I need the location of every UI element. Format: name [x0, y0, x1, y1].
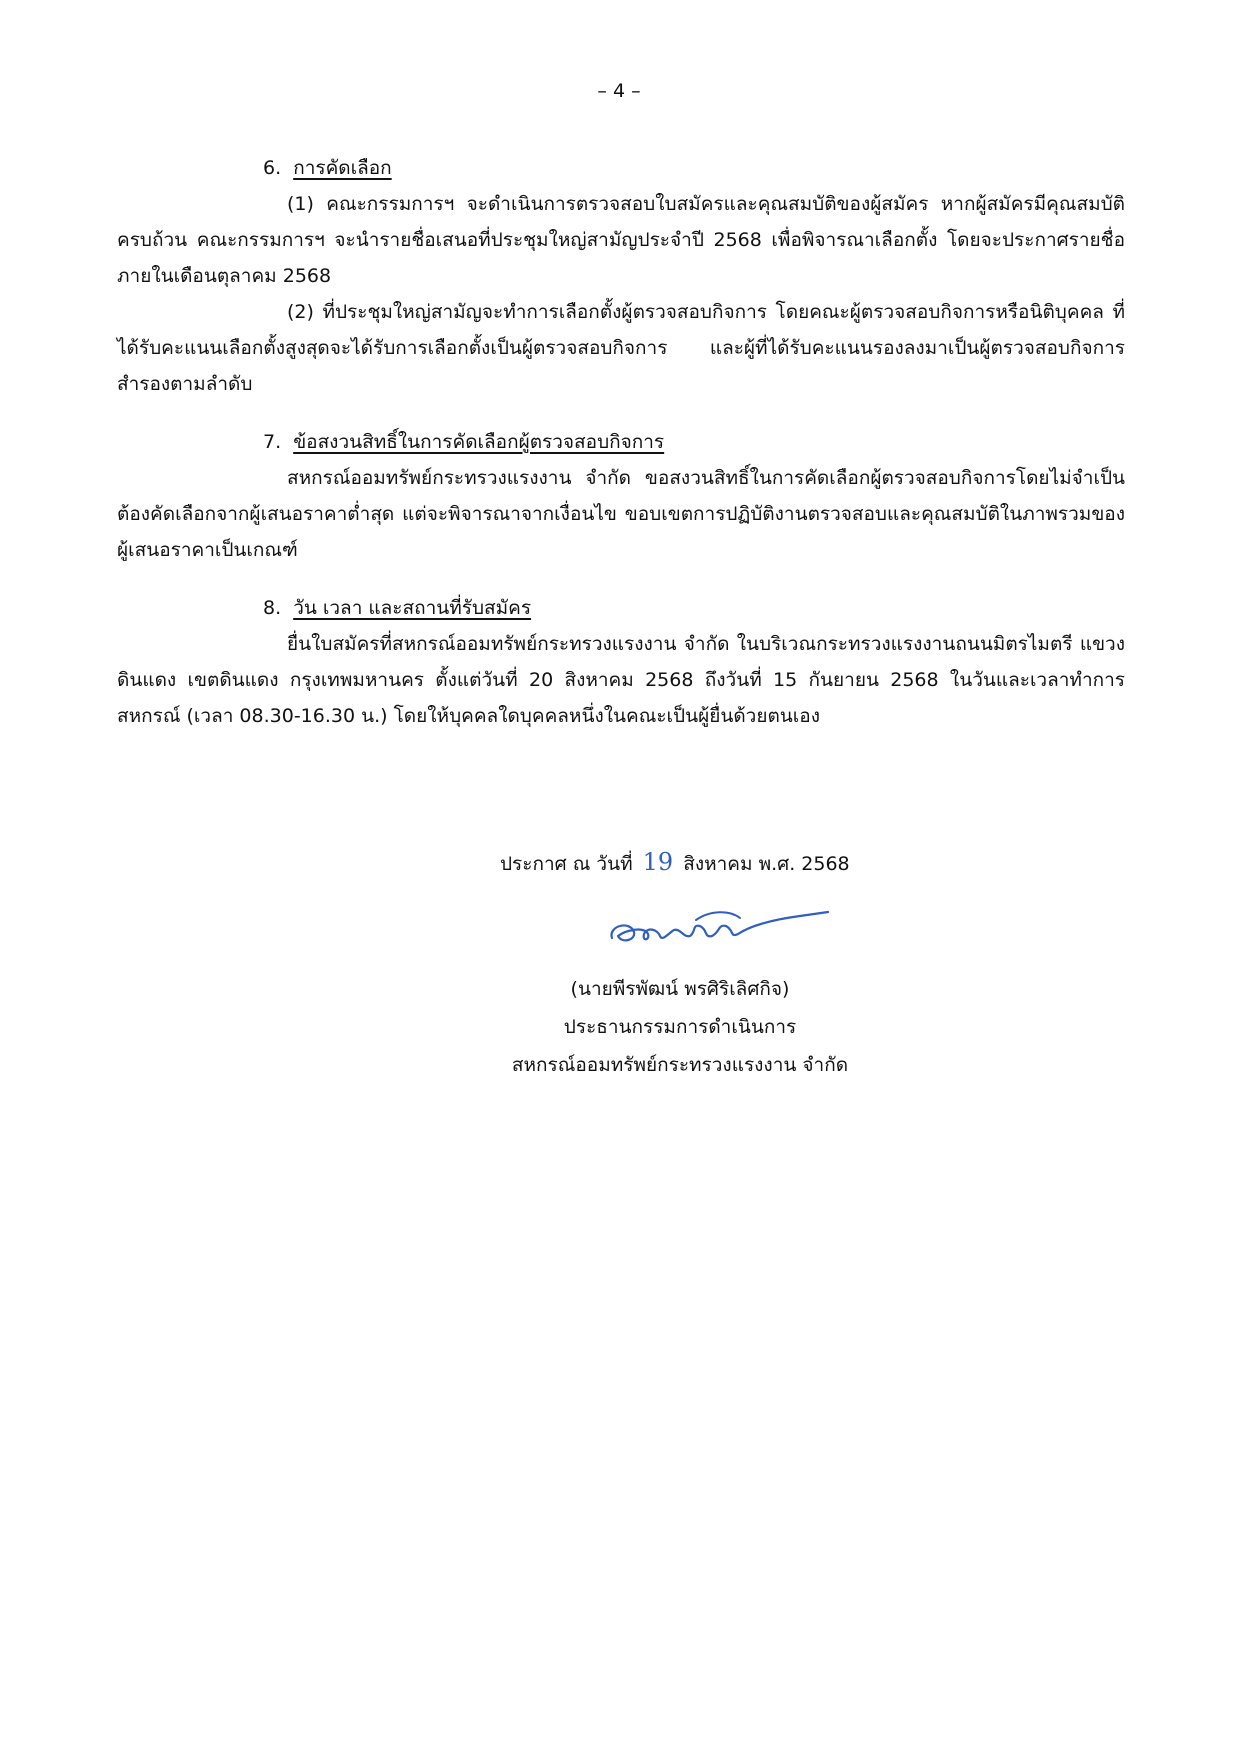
announcement-day-handwritten: 19	[642, 848, 674, 876]
section-7-heading	[263, 424, 1125, 460]
section-8-title: วัน เวลา และสถานที่รับสมัคร	[293, 597, 532, 619]
section-7-number: 7.	[263, 431, 282, 453]
announcement-prefix: ประกาศ ณ วันที่	[500, 853, 633, 875]
section-7-title: ข้อสงวนสิทธิ์ในการคัดเลือกผู้ตรวจสอบกิจการ	[293, 431, 665, 453]
section-6-heading	[263, 150, 1125, 186]
signatory-organization: สหกรณ์ออมทรัพย์กระทรวงแรงงาน จำกัด	[511, 1054, 849, 1076]
signature-block	[440, 970, 920, 1084]
section-6-paragraph-1: (1) คณะกรรมการฯ จะดำเนินการตรวจสอบใบสมัครและคุณสมบัติของผู้สมัคร หากผู้สมัครมีคุณสมบัติครบถ้วน คณะกรรมการฯ จะนำรายชื่อเสนอที่ประชุมใหญ่สามัญประจำปี 2568 เพื่อพิจารณาเลือกตั้ง โดยจะประกาศรายชื่อ ภายในเดือนตุลาคม 2568	[117, 193, 1125, 287]
section-6-title: การคัดเลือก	[293, 157, 392, 179]
document-body	[117, 150, 1125, 734]
section-8-paragraph-1: ยื่นใบสมัครที่สหกรณ์ออมทรัพย์กระทรวงแรงงาน จำกัด ในบริเวณกระทรวงแรงงานถนนมิตรไมตรี แขวงดินแดง เขตดินแดง กรุงเทพมหานคร ตั้งแต่วันที่ 20 สิงหาคม 2568 ถึงวันที่ 15 กันยายน 2568 ในวันและเวลาทำการสหกรณ์ (เวลา 08.30-16.30 น.) โดยให้บุคคลใดบุคคลหนึ่งในคณะเป็นผู้ยื่นด้วยตนเอง	[117, 633, 1125, 727]
section-6-paragraph-2: (2) ที่ประชุมใหญ่สามัญจะทำการเลือกตั้งผู้ตรวจสอบกิจการ โดยคณะผู้ตรวจสอบกิจการหรือนิติบุคคล ที่ได้รับคะแนนเลือกตั้งสูงสุดจะได้รับการเลือกตั้งเป็นผู้ตรวจสอบกิจการ และผู้ที่ได้รับคะแนนรองลงมาเป็นผู้ตรวจสอบกิจการสำรองตามลำดับ	[117, 301, 1125, 395]
signatory-name: (นายพีรพัฒน์ พรศิริเลิศกิจ)	[570, 978, 790, 1000]
signatory-position: ประธานกรรมการดำเนินการ	[563, 1016, 797, 1038]
section-8-number: 8.	[263, 597, 282, 619]
section-8-heading	[263, 590, 1125, 626]
handwritten-signature	[600, 896, 840, 956]
section-7-paragraph-1: สหกรณ์ออมทรัพย์กระทรวงแรงงาน จำกัด ขอสงวนสิทธิ์ในการคัดเลือกผู้ตรวจสอบกิจการโดยไม่จำเป็นต้องคัดเลือกจากผู้เสนอราคาต่ำสุด แต่จะพิจารณาจากเงื่อนไข ขอบเขตการปฏิบัติงานตรวจสอบและคุณสมบัติในภาพรวมของผู้เสนอราคาเป็นเกณฑ์	[117, 467, 1125, 561]
section-6-number: 6.	[263, 157, 282, 179]
announcement-date	[500, 848, 850, 879]
page-number: – 4 –	[597, 80, 641, 102]
announcement-suffix: สิงหาคม พ.ศ. 2568	[683, 853, 850, 875]
